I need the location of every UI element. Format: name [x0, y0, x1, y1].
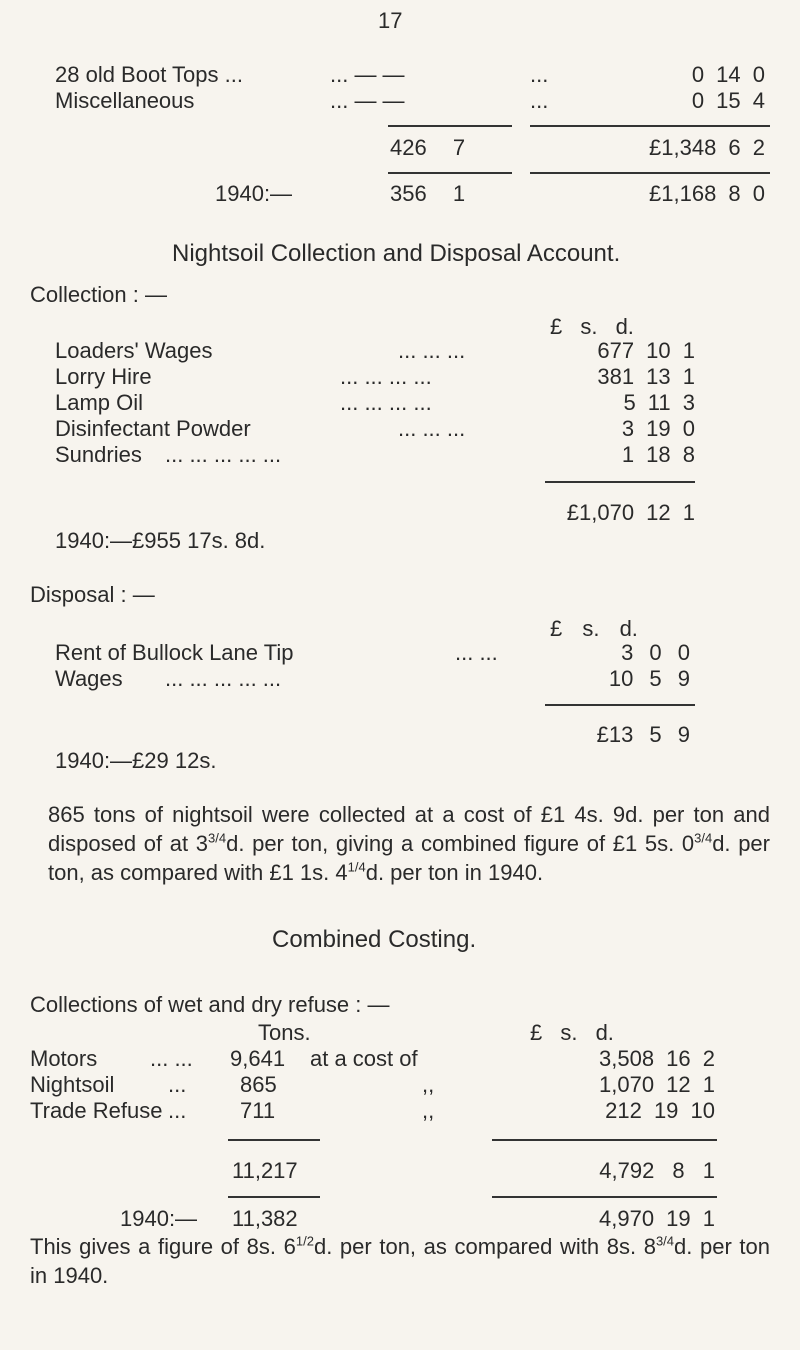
divider: [545, 704, 695, 706]
row-amount: 3 0 0: [621, 640, 690, 665]
combined-intro: Collections of wet and dry refuse : —: [30, 992, 390, 1017]
row-dots: ... ...: [455, 640, 498, 665]
total-amount: £1,348 6 2: [649, 135, 765, 160]
row-amount: 5 11 3: [623, 390, 695, 415]
row-amount: 212 19 10: [605, 1098, 715, 1123]
row-tons: 711: [240, 1098, 276, 1123]
column-header: £ s. d.: [550, 314, 634, 339]
row-dots: ... — —: [330, 88, 405, 113]
total-amount: 4,792 8 1: [599, 1158, 715, 1183]
row-label: Lamp Oil: [55, 390, 144, 415]
row-amount: 3,508 16 2: [599, 1046, 715, 1071]
row-label: Nightsoil: [30, 1072, 115, 1097]
collection-total: £1,070 12 1: [566, 500, 695, 525]
row-label: Wages: [55, 666, 123, 691]
column-header: £ s. d.: [530, 1020, 614, 1045]
total-tons: 426 7: [390, 135, 466, 160]
prev-amount: 4,970 19 1: [599, 1206, 715, 1231]
row-label: Miscellaneous: [55, 88, 195, 113]
row-label: Lorry Hire: [55, 364, 152, 389]
divider: [388, 172, 512, 174]
row-mid: ,,: [422, 1098, 435, 1123]
row-amount: 0 15 4: [691, 88, 765, 113]
row-dots: ...: [530, 62, 549, 87]
prev-tons: 356 1: [390, 181, 466, 206]
row-dots: ... ... ... ... ...: [165, 666, 282, 691]
divider: [530, 125, 770, 127]
divider: [388, 125, 512, 127]
row-tons: 865: [240, 1072, 277, 1097]
row-dots: ... — —: [330, 62, 405, 87]
divider: [228, 1196, 320, 1198]
divider: [492, 1139, 717, 1141]
row-dots: ... ...: [150, 1046, 193, 1071]
subsection-label: Collection : —: [30, 282, 167, 307]
row-dots: ... ... ...: [398, 416, 466, 441]
row-amount: 1,070 12 1: [599, 1072, 715, 1097]
divider: [228, 1139, 320, 1141]
row-label: Trade Refuse: [30, 1098, 163, 1123]
row-dots: ...: [530, 88, 549, 113]
row-dots: ...: [168, 1098, 187, 1123]
row-amount: 10 5 9: [608, 666, 690, 691]
row-label: Sundries: [55, 442, 142, 467]
row-dots: ... ... ... ...: [340, 364, 432, 389]
prev-tons: 11,382: [232, 1206, 298, 1231]
prev-year-label: 1940:—: [120, 1206, 198, 1231]
row-dots: ... ... ... ... ...: [165, 442, 282, 467]
total-tons: 11,217: [232, 1158, 298, 1183]
divider: [530, 172, 770, 174]
section-title: Combined Costing.: [272, 926, 477, 953]
page-number: 17: [378, 8, 403, 33]
row-label: 28 old Boot Tops ...: [55, 62, 243, 87]
row-mid: ,,: [422, 1072, 435, 1097]
row-amount: 381 13 1: [597, 364, 695, 389]
closing-paragraph: This gives a figure of 8s. $6^{1/2}d$. per ton, as compared with 8s. $8^{3/4}d$. per ton in 1940.: [30, 1233, 770, 1288]
column-header-tons: Tons.: [258, 1020, 311, 1045]
row-amount: 0 14 0: [691, 62, 765, 87]
divider: [492, 1196, 717, 1198]
collection-prev: 1940:—£955 17s. 8d.: [55, 528, 266, 553]
section-title: Nightsoil Collection and Disposal Account.: [172, 240, 621, 267]
row-tons: 9,641: [230, 1046, 286, 1071]
row-label: Loaders' Wages: [55, 338, 213, 363]
row-label: Rent of Bullock Lane Tip: [55, 640, 294, 665]
prev-year-label: 1940:—: [215, 181, 293, 206]
row-mid: at a cost of: [310, 1046, 418, 1071]
row-amount: 677 10 1: [597, 338, 695, 363]
row-amount: 1 18 8: [621, 442, 695, 467]
row-dots: ...: [168, 1072, 187, 1097]
row-label: Disinfectant Powder: [55, 416, 251, 441]
disposal-prev: 1940:—£29 12s.: [55, 748, 217, 773]
row-label: Motors: [30, 1046, 98, 1071]
column-header: £ s. d.: [550, 616, 638, 641]
row-amount: 3 19 0: [621, 416, 695, 441]
row-dots: ... ... ... ...: [340, 390, 432, 415]
divider: [545, 481, 695, 483]
summary-paragraph: 865 tons of nightsoil were collected at a cost of £1 4s. 9d. per ton and disposed of at $3^{3/4}d$. per ton, giving a combined figure of £1 5s. $0^{3/4}d$. per ton, as compared with £1 1s. $4^{1/4}d$. per ton in 1940.: [48, 802, 770, 885]
row-dots: ... ... ...: [398, 338, 466, 363]
subsection-label: Disposal : —: [30, 582, 155, 607]
prev-amount: £1,168 8 0: [649, 181, 765, 206]
disposal-total: £13 5 9: [596, 722, 690, 747]
